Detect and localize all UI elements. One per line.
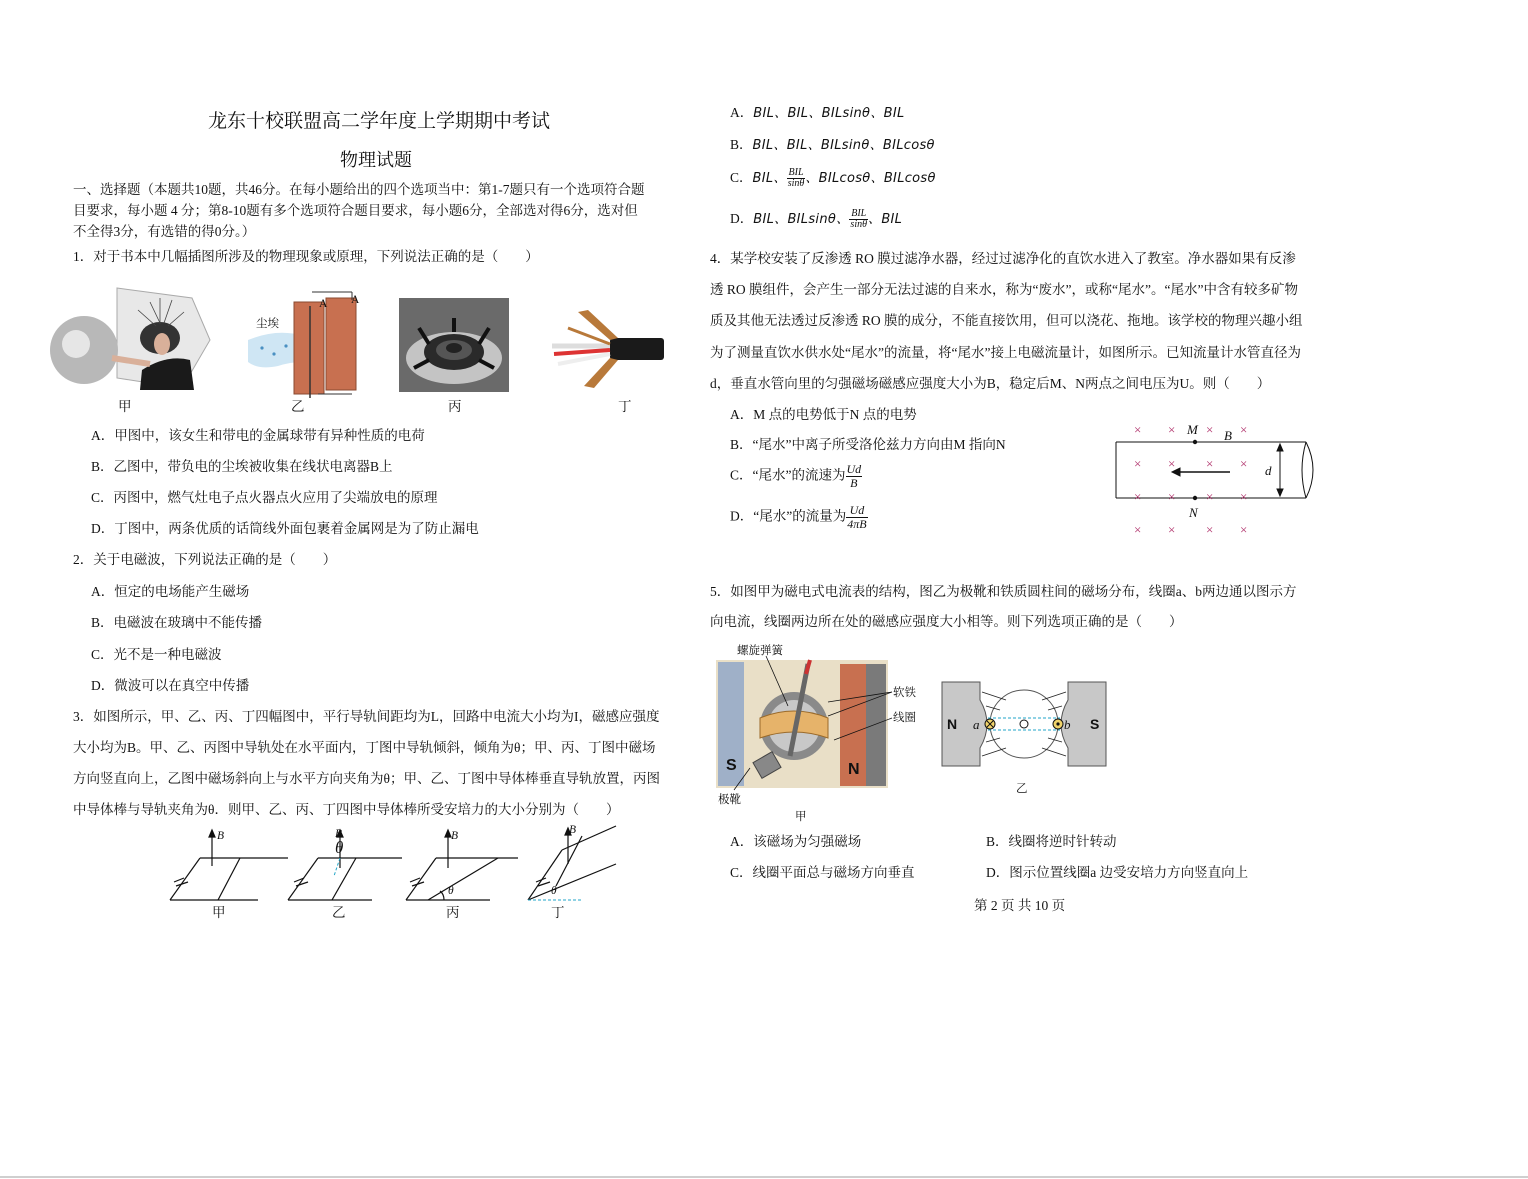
q2-option-c: C．光不是一种电磁波 [91,647,222,662]
q3-option-d: D．BIL、BILsinθ、 $\frac{\text{BIL}}{\sin\theta}$ 、BIL [730,208,903,231]
q5-label-coil: 线圈 [893,712,916,724]
q4-cross-r3-3: × [1206,489,1214,504]
q5-figure-yi [940,680,1108,768]
q5-jia-s-pole: S [726,757,737,774]
q4-cross-r2-4: × [1240,456,1248,471]
q4-cross-r2-2: × [1168,456,1176,471]
q3-figure-jia [160,828,290,904]
q3-figure-ding [522,824,622,904]
q1-figure-jia [72,288,212,392]
bottom-divider [0,1176,1528,1178]
q1-option-a: A．甲图中，该女生和带电的金属球带有异种性质的电荷 [91,428,425,443]
q3-option-c: C．BIL、 $\frac{\text{BIL}}{\sin\theta}$ 、BILcosθ、BILcosθ [730,167,936,190]
q5-yi-a-label: a [973,717,980,732]
q1-option-b: B．乙图中，带负电的尘埃被收集在线状电离器B上 [91,459,393,474]
q5-stem-line-2: 向电流，线圈两边所在处的磁感应强度大小相等。则下列选项正确的是（ ） [710,614,1183,629]
q5-jia-n-pole: N [848,761,860,778]
q3-figure-yi [284,828,414,904]
q4-cross-r3-2: × [1168,489,1176,504]
q4-label-b: B [1224,428,1232,443]
q5-option-d: D．图示位置线圈a 边受安培力方向竖直向上 [986,865,1249,880]
q3-stem-line-4: 中导体棒与导轨夹角为θ．则甲、乙、丙、丁四图中导体棒所受安培力的大小分别为（ ） [73,802,620,817]
q5-option-a: A．该磁场为匀强磁场 [730,834,862,849]
q5-fig-label-jia: 甲 [795,811,807,823]
q3-stem-line-1: 3．如图所示，甲、乙、丙、丁四幅图中，平行导轨间距均为L，回路中电流大小均为I，磁感应强度 [73,709,660,724]
q4-cross-r2-1: × [1134,456,1142,471]
q4-stem-line-4: 为了测量直饮水供水处“尾水”的流量，将“尾水”接上电磁流量计，如图所示。已知流量计水管直径为 [710,345,1301,360]
q5-option-c: C．线圈平面总与磁场方向垂直 [730,865,915,880]
q1-stem: 1．对于书本中几幅插图所涉及的物理现象或原理，下列说法正确的是（ ） [73,249,539,264]
q5-yi-s-pole: S [1090,716,1100,732]
q1-figure-bing [399,298,509,392]
q1-plate-label-a: A [319,298,328,310]
q2-option-d: D．微波可以在真空中传播 [91,678,250,693]
q2-option-b: B．电磁波在玻璃中不能传播 [91,615,263,630]
q4-stem-line-2: 透 RO 膜组件，会产生一部分无法过滤的自来水，称为“废水”，或称“尾水”。“尾水”中含有较多矿物 [710,282,1298,297]
q3-b-label-bing: B [451,830,459,842]
q2-stem: 2．关于电磁波，下列说法正确的是（ ） [73,552,337,567]
q4-cross-r1-1: × [1134,422,1142,437]
q4-option-c: C．“尾水”的流速为 $\frac{Ud}{B}$ [730,462,862,490]
q4-option-a: A．M 点的电势低于N 点的电势 [730,407,917,422]
q3-fig-label-bing: 丙 [446,905,460,920]
instructions-line-3: 不全得3分，有选错的得0分。） [73,224,256,239]
q2-option-a: A．恒定的电场能产生磁场 [91,584,250,599]
q1-dust-label: 尘埃 [256,318,279,330]
exam-subtitle: 物理试题 [340,150,412,170]
q3-figure-bing [400,828,530,904]
q1-fig-label-jia: 甲 [118,399,132,414]
q5-option-b: B．线圈将逆时针转动 [986,834,1117,849]
q4-cross-r4-2: × [1168,522,1176,537]
q3-option-a: A．BIL、BIL、BILsinθ、BIL [730,105,905,121]
exam-title: 龙东十校联盟高二学年度上学期期中考试 [208,111,551,132]
q1-option-c: C．丙图中，燃气灶电子点火器点火应用了尖端放电的原理 [91,490,438,505]
q3-b-label-yi: B [335,828,343,840]
q3-b-label-jia: B [217,830,225,842]
q4-label-m: M [1187,422,1198,437]
q5-fig-label-yi: 乙 [1016,783,1028,795]
q3-fig-label-ding: 丁 [551,905,565,920]
q3-theta-label-ding: θ [551,885,557,897]
q1-fig-label-bing: 丙 [448,399,462,414]
q3-theta-label-yi: θ [335,838,344,857]
q4-label-d: d [1265,463,1272,478]
instructions-line-2: 目要求，每小题 4 分；第8-10题有多个选项符合题目要求，每小题6分，全部选对得6分，选对但 [73,203,638,218]
q4-cross-r4-3: × [1206,522,1214,537]
q4-cross-r1-2: × [1168,422,1176,437]
q5-stem-line-1: 5．如图甲为磁电式电流表的结构，图乙为极靴和铁质圆柱间的磁场分布，线圈a、b两边通以图示方 [710,584,1297,599]
q1-fig-label-ding: 丁 [618,399,632,414]
q4-cross-r1-4: × [1240,422,1248,437]
q5-yi-n-pole: N [947,716,958,732]
q3-fig-label-jia: 甲 [212,905,226,920]
q4-cross-r4-4: × [1240,522,1248,537]
q3-fig-label-yi: 乙 [332,905,346,920]
q3-stem-line-3: 方向竖直向上，乙图中磁场斜向上与水平方向夹角为θ；甲、乙、丁图中导体棒垂直导轨放置，丙图 [73,771,660,786]
q4-label-n: N [1189,505,1198,520]
page-footer: 第 2 页 共 10 页 [974,898,1066,913]
q4-cross-r2-3: × [1206,456,1214,471]
q1-option-d: D．丁图中，两条优质的话筒线外面包裹着金属网是为了防止漏电 [91,521,479,536]
q4-cross-r3-1: × [1134,489,1142,504]
instructions-line-1: 一、选择题（本题共10题，共46分。在每小题给出的四个选项当中：第1-7题只有一个选项符合题 [73,182,645,197]
q1-fig-label-yi: 乙 [291,399,305,414]
q4-option-d: D．“尾水”的流量为 $\frac{Ud}{4\pi B}$ [730,503,867,531]
q3-option-b: B．BIL、BIL、BILsinθ、BILcosθ [730,137,935,153]
q4-cross-r1-3: × [1206,422,1214,437]
q4-cross-r3-4: × [1240,489,1248,504]
q5-figure-jia-leaders [716,640,916,800]
q1-figure-ding [548,306,666,390]
q3-b-label-ding: B [569,824,577,836]
q5-yi-b-label: b [1064,717,1071,732]
q4-flowmeter-diagram [1110,420,1320,540]
q5-label-spring: 螺旋弹簧 [737,645,783,657]
q4-cross-r4-1: × [1134,522,1142,537]
q4-option-b: B．“尾水”中离子所受洛伦兹力方向由M 指向N [730,437,1006,452]
q1-plate-label-a2: A [351,294,360,306]
q4-stem-line-5: d，垂直水管向里的匀强磁场磁感应强度大小为B，稳定后M、N两点之间电压为U。则（ ） [710,376,1271,391]
q3-stem-line-2: 大小均为B。甲、乙、丙图中导轨处在水平面内，丁图中导轨倾斜，倾角为θ；甲、丙、丁图中磁场 [73,740,656,755]
q4-stem-line-1: 4．某学校安装了反渗透 RO 膜过滤净水器，经过过滤净化的直饮水进入了教室。净水器如果有反渗 [710,251,1296,266]
q3-theta-label-bing: θ [448,885,454,897]
q5-label-soft-iron: 软铁 [893,687,916,699]
q5-label-pole-shoe: 极靴 [718,794,741,806]
q4-stem-line-3: 质及其他无法透过反渗透 RO 膜的成分，不能直接饮用，但可以浇花、拖地。该学校的物理兴趣小组 [710,313,1303,328]
